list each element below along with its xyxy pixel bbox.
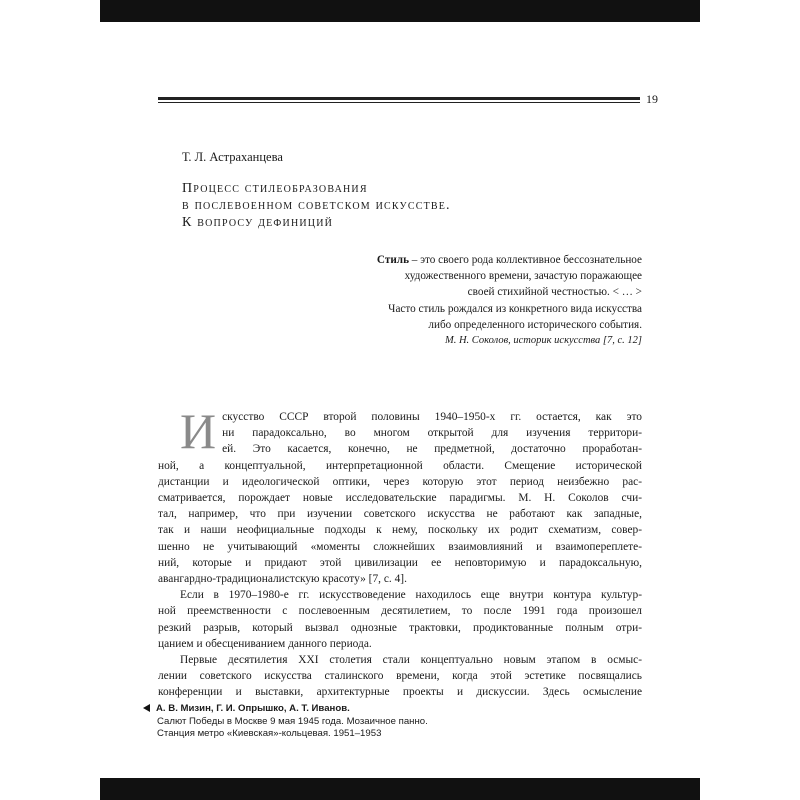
epigraph-line: либо определенного исторического события.	[428, 318, 642, 331]
epigraph-line: Часто стиль рождался из конкретного вида искусства	[388, 302, 642, 315]
caption-line: Салют Победы в Москве 9 мая 1945 года. Мозаичное панно.	[157, 715, 428, 727]
body-line: скусство СССР второй половины 1940–1950-х гг. остается, как это	[222, 411, 642, 423]
header-rule-thick	[158, 97, 640, 100]
epigraph	[377, 252, 642, 349]
title-line: К вопросу дефиниций	[182, 215, 334, 230]
article-title	[182, 180, 642, 231]
top-black-bar	[100, 0, 700, 22]
body-line: дистанции и идеологической оптики, через которую этот период неизбежно рас-	[158, 475, 642, 488]
body-line: конференции и выставки, архитектурные проекты и дискуссии. Здесь осмысление	[158, 686, 642, 699]
epigraph-line: художественного времени, зачастую поражающее	[404, 270, 642, 283]
body-line: ной, а концептуальной, интерпретационной области. Смещение исторической	[158, 459, 642, 472]
caption-authors: А. В. Мизин, Г. И. Опрышко, А. Т. Иванов.	[156, 703, 350, 714]
body-line: ни парадоксально, во многом открытой для изучения территори-	[222, 427, 642, 440]
page-number: 19	[646, 92, 658, 106]
body-line: авангардно-традиционалистскую красоту» [7, с. 4].	[158, 573, 407, 586]
body-line: ей. Это касается, конечно, не предметной, достаточно проработан-	[222, 443, 642, 456]
bottom-black-bar	[100, 778, 700, 800]
epigraph-lead: Стиль	[376, 254, 409, 266]
title-line: в послевоенном советском искусстве.	[182, 198, 451, 213]
epigraph-line: – это своего рода коллективное бессознательное	[409, 254, 642, 266]
left-arrow-icon	[143, 704, 150, 712]
body-line: сматривается, порождает новые исследовательские парадигмы. М. Н. Соколов счи-	[158, 492, 642, 505]
body-line: лении советского искусства сталинского времени, когда этой эстетике посвящались	[158, 670, 642, 683]
body-line: тал, например, что при изучении советского искусства не работают как западные,	[158, 508, 642, 521]
header-rule-thin	[158, 102, 640, 103]
title-line: Процесс стилеобразования	[182, 181, 368, 196]
epigraph-line: своей стихийной честностью. < … >	[467, 286, 642, 299]
drop-cap: И	[180, 403, 217, 459]
body-line: так и наши неофициальные подходы к нему, поскольку их родит схематизм, совер-	[158, 524, 642, 537]
body-line: резкий разрыв, который вызвал однозные трактовки, продиктованные полным отри-	[158, 621, 642, 634]
body-line: Если в 1970–1980-е гг. искусствоведение находилось еще внутри контура культур-	[180, 589, 642, 602]
body-line: ний, которые и придают этой цивилизации ее неповторимую и парадоксальную,	[158, 556, 642, 569]
body-line: шенно не учитывающий «моменты сложнейших взаимовлияний и взаимопереплете-	[158, 540, 642, 553]
body-line: Первые десятилетия XXI столетия стали концептуально новым этапом в осмыс-	[180, 654, 642, 667]
body-line: цанием и обесцениванием данного периода.	[158, 637, 372, 650]
caption-line: Станция метро «Киевская»-кольцевая. 1951–1953	[157, 728, 382, 739]
article-body	[158, 403, 642, 701]
author-name: Т. Л. Астраханцева	[182, 150, 283, 164]
body-line: ной преемственности с послевоенным десятилетием, то после 1991 года произошел	[158, 605, 642, 618]
epigraph-source: М. Н. Соколов, историк искусства [7, с. 12]	[444, 335, 642, 347]
figure-caption	[143, 703, 428, 741]
